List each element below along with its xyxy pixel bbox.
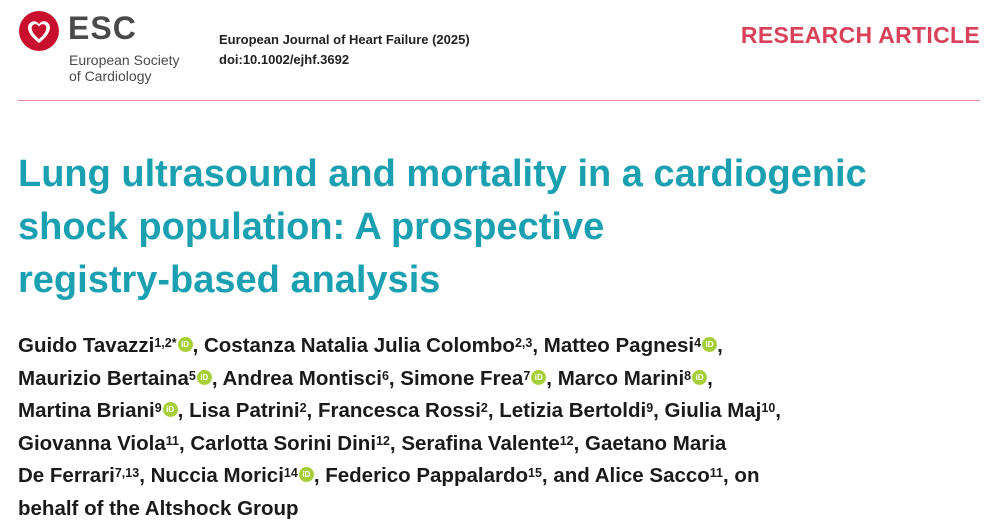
author[interactable]: [499, 399, 653, 422]
logo-subtitle-line1: European Society: [69, 52, 180, 68]
affiliation-marker: 12: [376, 433, 390, 448]
author-name[interactable]: De Ferrari: [18, 464, 115, 487]
logo-wordmark: ESC: [68, 10, 137, 46]
esc-logo: [18, 8, 218, 88]
journal-info: [219, 30, 470, 70]
author-name[interactable]: Francesca Rossi: [317, 399, 481, 422]
author[interactable]: [544, 334, 717, 357]
author-name[interactable]: Letizia Bertoldi: [499, 399, 647, 422]
affiliation-marker: 10: [761, 401, 776, 415]
author-name[interactable]: Marco Marini: [557, 366, 685, 390]
author[interactable]: [190, 432, 390, 455]
on-behalf-text: on: [734, 464, 760, 487]
author-name[interactable]: Giovanna Viola: [18, 431, 166, 455]
orcid-icon[interactable]: iD: [163, 402, 178, 417]
author[interactable]: [189, 399, 306, 422]
author-name[interactable]: Costanza Natalia Julia Colombo: [203, 334, 515, 357]
orcid-icon[interactable]: iD: [299, 467, 314, 482]
affiliation-marker: 9: [646, 401, 654, 415]
author[interactable]: [151, 464, 314, 487]
title-line-3: registry-based analysis: [18, 259, 441, 301]
affiliation-marker: 11: [709, 466, 724, 480]
author-name[interactable]: Alice Sacco: [594, 464, 710, 487]
author[interactable]: [18, 399, 178, 422]
orcid-icon[interactable]: iD: [531, 370, 546, 385]
author-name[interactable]: Matteo Pagnesi: [543, 334, 695, 357]
orcid-icon[interactable]: iD: [702, 337, 717, 352]
author-name[interactable]: Maurizio Bertaina: [18, 366, 189, 390]
author-name[interactable]: Serafina Valente: [401, 431, 560, 455]
author-name[interactable]: Federico Pappalardo: [325, 464, 528, 487]
logo-subtitle-line2: of Cardiology: [69, 68, 152, 84]
author[interactable]: [318, 399, 488, 422]
author-name[interactable]: Lisa Patrini: [189, 399, 300, 422]
author[interactable]: [18, 367, 212, 390]
author-name[interactable]: Gaetano Maria: [585, 431, 727, 455]
conjunction: and: [553, 464, 590, 487]
affiliation-marker: 11: [165, 433, 179, 448]
author[interactable]: [401, 432, 573, 455]
orcid-icon[interactable]: iD: [692, 370, 707, 385]
affiliation-marker: 15: [528, 466, 542, 480]
logo-subtitle: [69, 52, 229, 84]
journal-name: European Journal of Heart Failure (2025): [219, 32, 470, 47]
author[interactable]: [558, 367, 707, 390]
affiliation-marker: 2,3: [514, 336, 533, 350]
affiliation-marker: 14: [283, 466, 298, 480]
header-divider: [18, 100, 980, 101]
orcid-icon[interactable]: iD: [197, 370, 212, 385]
title-line-1: Lung ultrasound and mortality in a cardiogenic: [18, 153, 867, 195]
heart-icon: [18, 10, 60, 52]
author-list: Guido Tavazzi$^{1,2*}$ iD , Costanza Natalia Julia Colombo$^{2,3}$, Matteo Pagnesi$^4$ iD , Maurizio Bertaina$^5$ iD , Andrea Montisci$^6$, Simone Frea$^7$ iD , Marco Marini$^8$ iD , Martina Briani$^9$ iD , Lisa Patrini$^2$, Francesca Rossi$^2$, Letizia Bertoldi$^9$, Giulia Maj$^{10}$, Giovanna Viola$^{11}$, Carlotta Sorini Dini$^{12}$, Serafina Valente$^{12}$, Gaetano Maria De Ferrari$^{7,13}$, Nuccia Morici$^{14}$ iD , Federico Pappalardo$^{15}$, and Alice Sacco$^{11}$, on behalf of the Altshock Group: [18, 334, 781, 520]
journal-doi[interactable]: doi:10.1002/ejhf.3692: [219, 52, 350, 67]
affiliation-marker: 2: [480, 401, 488, 415]
author-name[interactable]: Nuccia Morici: [150, 464, 284, 487]
author[interactable]: [204, 334, 532, 357]
author-name[interactable]: Andrea Montisci: [222, 366, 382, 390]
author[interactable]: [595, 464, 723, 487]
author-name[interactable]: Guido Tavazzi: [18, 334, 155, 357]
affiliation-marker: 6: [381, 368, 389, 383]
author-name[interactable]: Giulia Maj: [664, 399, 762, 422]
author[interactable]: [222, 367, 388, 390]
article-type-label: RESEARCH ARTICLE: [740, 22, 980, 48]
affiliation-marker: 7: [523, 368, 531, 383]
author[interactable]: [325, 464, 542, 487]
author-name[interactable]: Carlotta Sorini Dini: [190, 431, 377, 455]
affiliation-marker: 4: [694, 336, 702, 350]
title-line-2: shock population: A prospective: [18, 206, 605, 248]
group-text: behalf of the Altshock Group: [18, 496, 299, 520]
affiliation-marker: 9: [154, 401, 162, 415]
article-title: [18, 148, 988, 307]
affiliation-marker: 2: [299, 401, 307, 415]
author[interactable]: [665, 399, 776, 422]
affiliation-marker: 5: [188, 368, 196, 383]
author[interactable]: [18, 334, 193, 357]
author[interactable]: [18, 432, 179, 455]
author-name[interactable]: Martina Briani: [18, 399, 155, 422]
orcid-icon[interactable]: iD: [178, 337, 193, 352]
affiliation-marker: 7,13: [114, 466, 140, 480]
affiliation-marker: 8: [684, 368, 692, 383]
affiliation-marker: 1,2*: [154, 336, 177, 350]
author-name[interactable]: Simone Frea: [400, 366, 524, 390]
author[interactable]: [400, 367, 546, 390]
affiliation-marker: 12: [559, 433, 574, 448]
